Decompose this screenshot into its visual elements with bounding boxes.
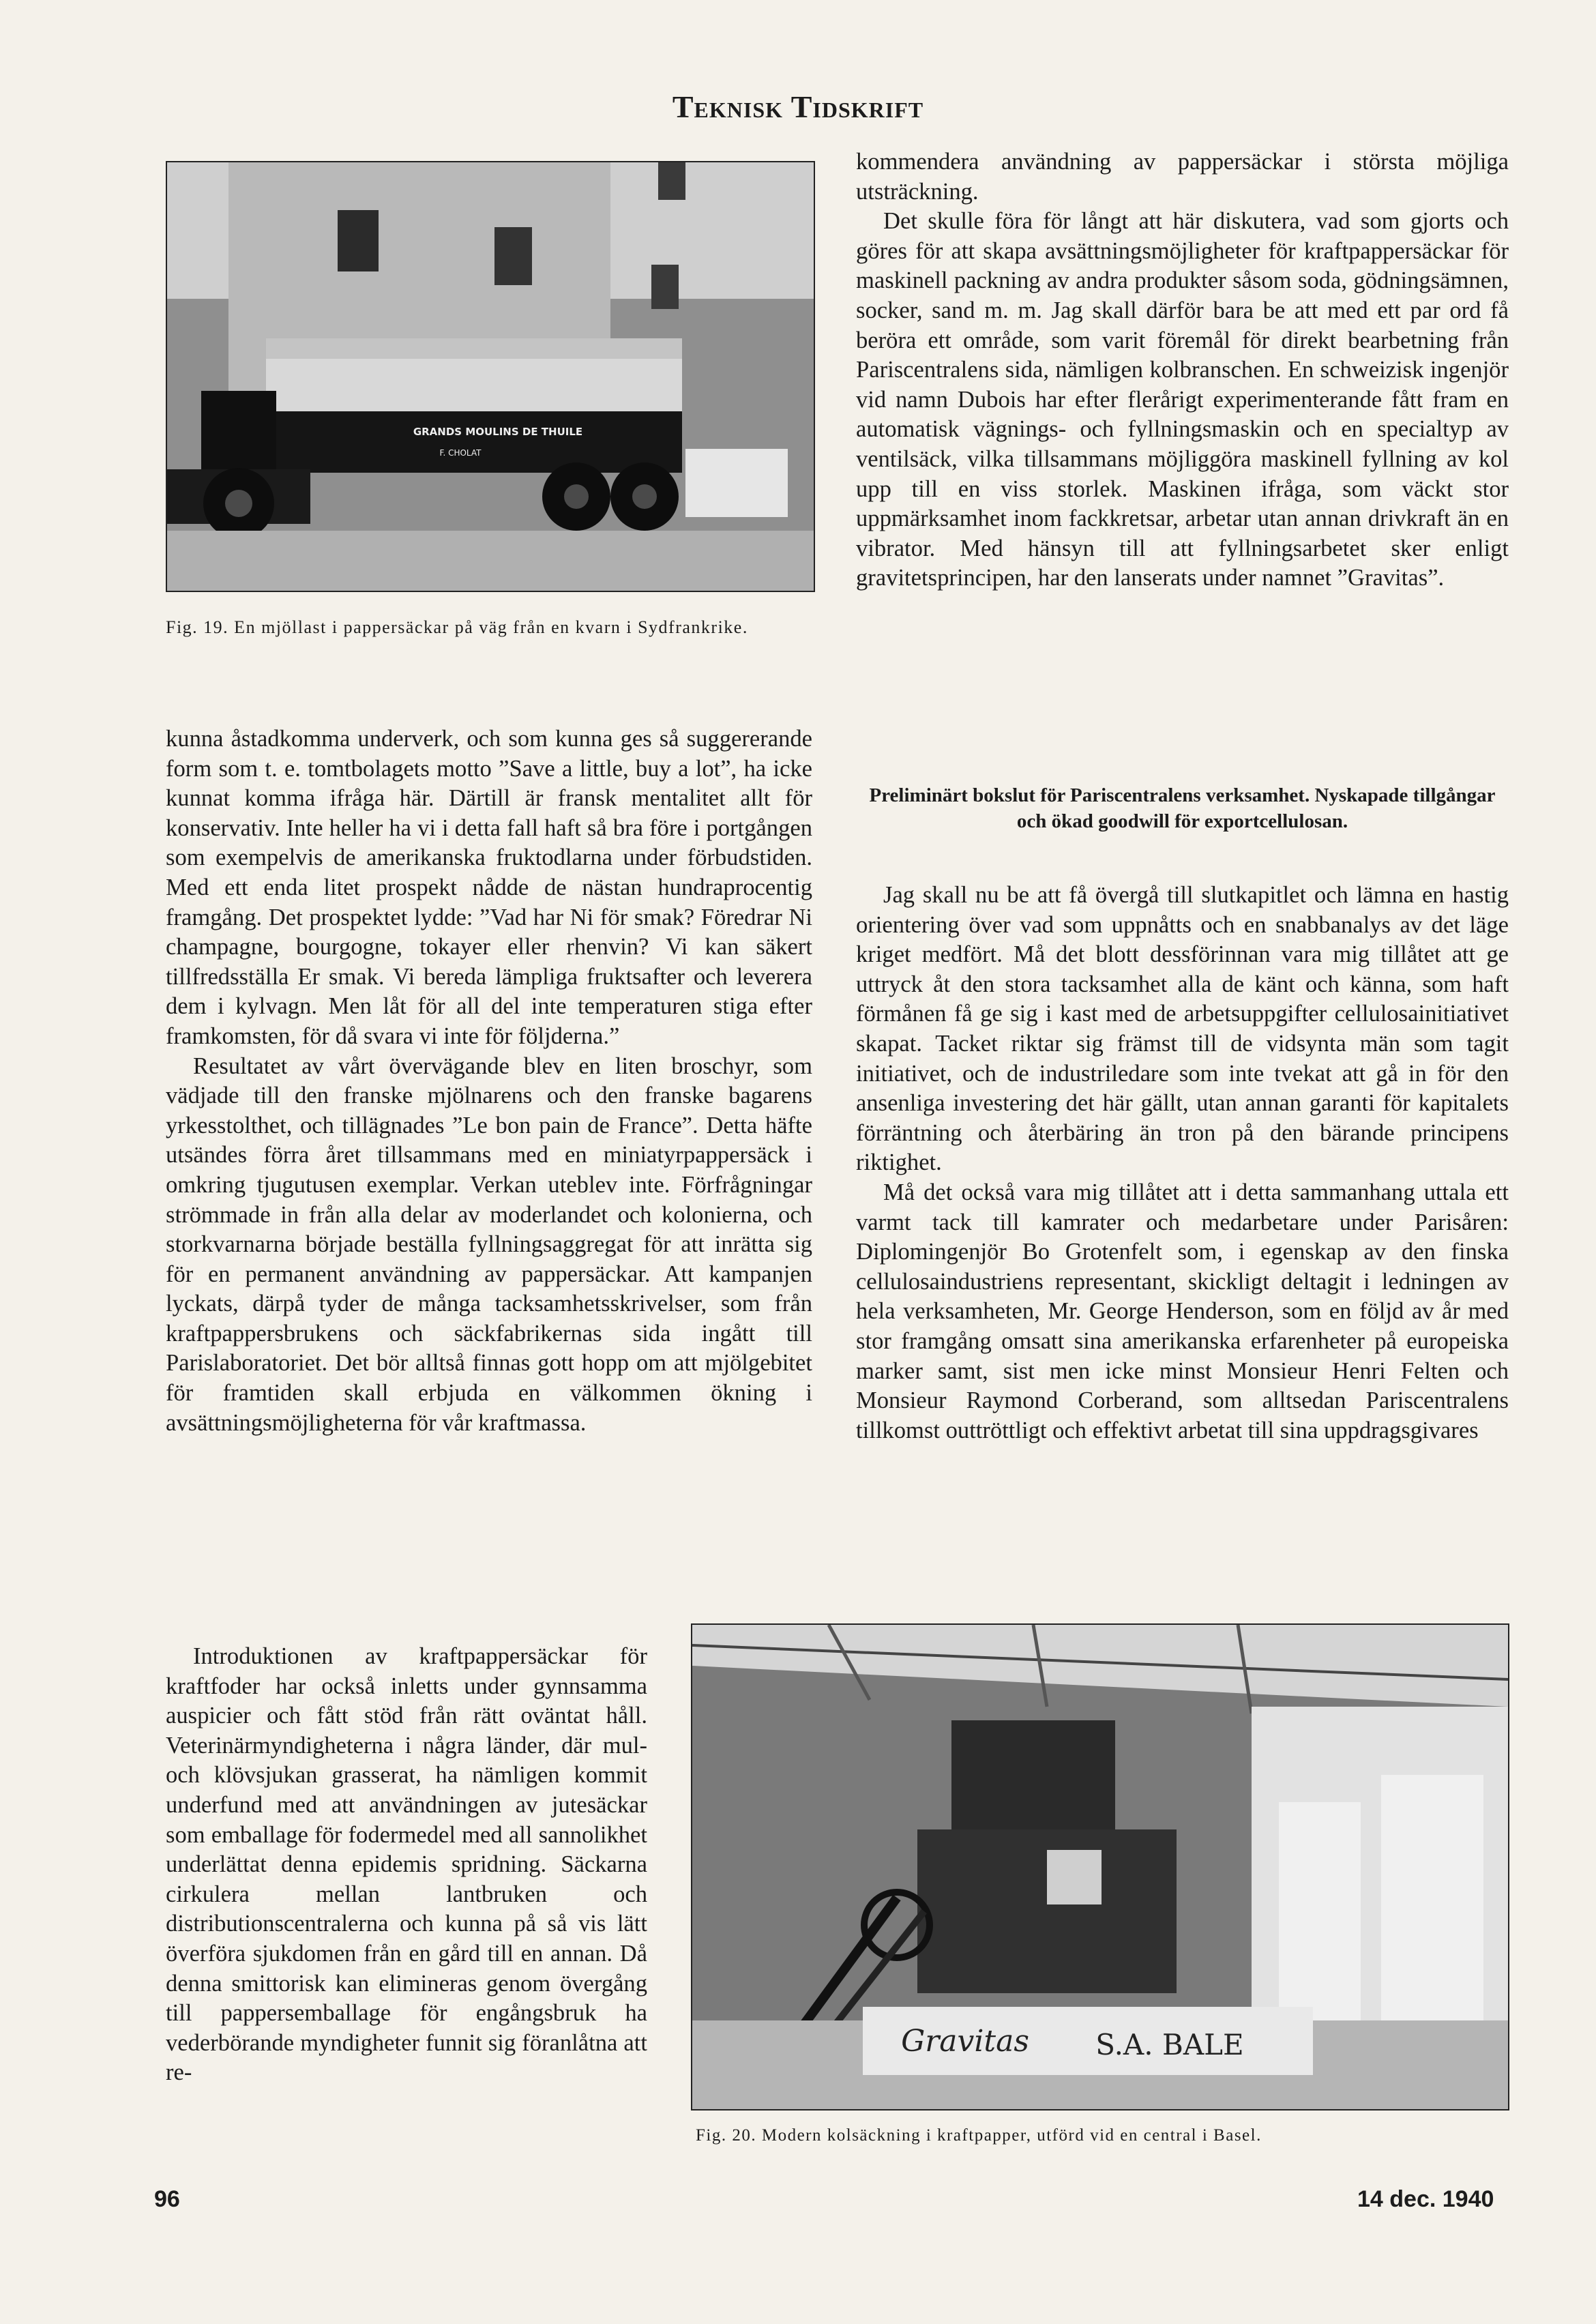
figure-20-photo — [691, 1623, 1509, 2110]
right-paragraph-3: Jag skall nu be att få övergå till slutkapitlet och lämna en hastig orientering över vad som uppnåtts och en snabbanalys av det läge kriget medfört. Må det blott dessförinnan vara mig tillåtet att ge uttryck åt den stora tacksamhet alla de känt och känna, som haft förmånen få ge sig i kast med de arbetsuppgifter cellulosainitiativet skapat. Tacket riktar sig främst till de vidsynta män som tagit initiativet, och de industriledare som inte tvekat att gå in för den ansenliga investering det här gällt, utan annan garanti för kapitalets förräntning och återbäring än tron på den bärande principens riktighet. — [856, 882, 1509, 1176]
truck-lettering-1: GRANDS MOULINS DE THUILE — [413, 426, 583, 438]
figure-19-caption: Fig. 19. En mjöllast i pappersäckar på väg från en kvarn i Sydfrankrike. — [166, 617, 748, 637]
left-column — [166, 724, 812, 1438]
page-number: 96 — [154, 2186, 180, 2212]
right-column-bottom — [856, 881, 1509, 1445]
section-heading: Preliminärt bokslut för Pariscentralens verksamhet. Nyskapade tillgångar och ökad goodwill för exportcellulosan. — [869, 784, 1496, 832]
journal-title: Teknisk Tidskrift — [672, 89, 924, 124]
right-column-top — [856, 147, 1509, 593]
sign-company: S.A. BALE — [1095, 2028, 1244, 2061]
left-column-narrow — [166, 1642, 647, 2088]
left-paragraph-2: Resultatet av vårt övervägande blev en liten broschyr, som vädjade till den franske mjölnarens och den franske bagarens yrkesstolthet, och tillägnades ”Le bon pain de France”. Detta häfte utsändes förra året tillsammans med en miniatyrpappersäck i omkring tjugutusen exemplar. Verkan uteblev inte. Förfrågningar strömmade in från alla delar av moderlandet och kolonierna, och storkvarnarna började beställa fyllningsaggregat för att inrätta sig för en permanent användning av pappersäckar. Att kampanjen lyckats, därpå tyder de många tacksamhetsskrivelser, som från kraftpappersbrukens och säckfabrikernas sida ingått till Parislaboratoriet. Det bör alltså finnas gott hopp om att mjölgebitet för framtiden skall erbjuda en välkommen ökning i avsättningsmöjligheterna för vår kraftmassa. — [166, 1053, 812, 1436]
left-paragraph-3: Introduktionen av kraftpappersäckar för kraftfoder har också inletts under gynnsamma auspicier och fått stöd från rätt oväntat håll. Veterinärmyndigheterna i några länder, där mul- och klövsjukan grasserat, ha nämligen kommit underfund med att användningen av jutesäckar som emballage för fodermedel med all sannolikhet underlättat denna epidemis spridning. Säckarna cirkulera mellan lantbruken och distributionscentralerna och kunna på så vis lätt överföra sjukdomen från en gård till en annan. Då denna smittorisk kan elimineras genom övergång till pappersemballage för engångsbruk ha vederbörande myndigheter funnit sig föranlåtna att re- — [166, 1643, 647, 2086]
figure-19-photo — [166, 161, 815, 592]
sign-brand: Gravitas — [901, 2024, 1029, 2059]
figure-20-caption: Fig. 20. Modern kolsäckning i kraftpapper, utförd vid en central i Basel. — [696, 2126, 1262, 2145]
left-paragraph-1: kunna åstadkomma underverk, och som kunna ges så suggererande form som t. e. tomtbolagets motto ”Save a little, buy a lot”, ha icke kunnat komma ifråga här. Därtill är fransk mentalitet allt för konservativ. Inte heller ha vi i detta fall haft så bra före i portgången som exempelvis de amerikanska fruktodlarna under förbudstiden. Med ett enda litet prospekt nådde de nästan hundraprocentig framgång. Det prospektet lydde: ”Vad har Ni för smak? Föredrar Ni champagne, bourgogne, tokayer eller rhenvin? Vi kan säkert tillfredsställa Er smak. Vi bereda lämpliga fruktsafter och leverera dem i kylvagn. Men låt för all del inte temperaturen stiga efter framkomsten, för då svara vi inte för följderna.” — [166, 726, 812, 1049]
issue-date: 14 dec. 1940 — [1357, 2186, 1494, 2212]
right-paragraph-2: Det skulle föra för långt att här diskutera, vad som gjorts och göres för att skapa avsättningsmöjligheter för kraftpappersäckar för maskinell packning av andra produkter såsom soda, gödningsämnen, socker, sand m. m. Jag skall därför bara be att med ett par ord få beröra ett område, som varit föremål för direkt bearbetning från Pariscentralens sida, nämligen kolbranschen. En schweizisk ingenjör vid namn Dubois har efter flerårigt experimenterande fått fram en automatisk vägnings- och fyllningsmaskin och en specialtyp av ventilsäck, vilka tillsammans möjliggöra maskinell fyllning av kol upp till en viss storlek. Maskinen ifråga, som väckt stor uppmärksamhet inom fackkretsar, arbetar utan annan drivkraft än en vibrator. Med hänsyn till att fyllningsarbetet sker enligt gravitetsprincipen, har den lanserats under namnet ”Gravitas”. — [856, 208, 1509, 591]
right-paragraph-1: kommendera användning av pappersäckar i största möjliga utsträckning. — [856, 149, 1509, 205]
right-paragraph-4: Må det också vara mig tillåtet att i detta sammanhang uttala ett varmt tack till kamrater och medarbetare under Parisåren: Diplomingenjör Bo Grotenfelt som, i egenskap av den finska cellulosaindustriens representant, skickligt deltagit i ledningen av hela verksamheten, Mr. George Henderson, som en följd av år med stor framgång omsatt sina amerikanska erfarenheter på europeiska marker samt, sist men icke minst Monsieur Henri Felten och Monsieur Raymond Corberand, som alltsedan Pariscentralens tillkomst outtröttligt och effektivt arbetat till sina uppdragsgivares — [856, 1179, 1509, 1443]
truck-lettering-2: F. CHOLAT — [439, 448, 482, 458]
